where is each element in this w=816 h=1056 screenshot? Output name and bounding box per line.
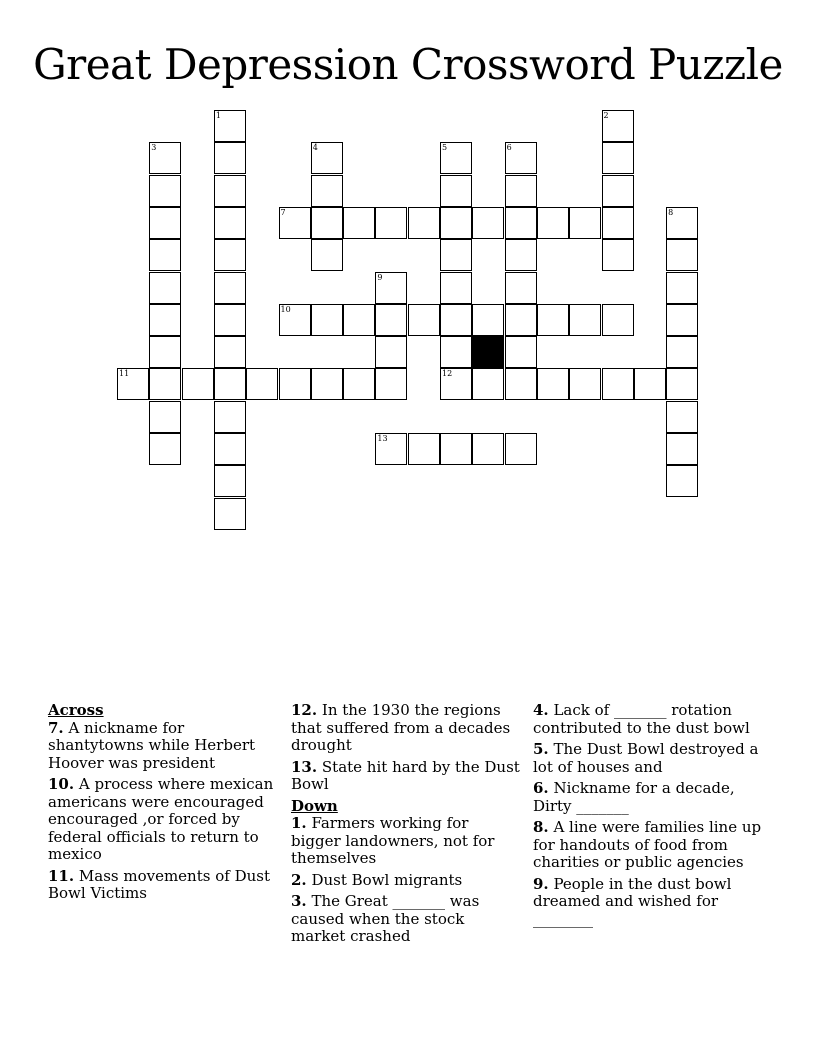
grid-cell[interactable] bbox=[375, 304, 407, 336]
grid-cell[interactable] bbox=[214, 142, 246, 174]
grid-cell[interactable] bbox=[569, 207, 601, 239]
grid-cell[interactable] bbox=[311, 368, 343, 400]
grid-cell[interactable] bbox=[117, 368, 149, 400]
grid-cell[interactable] bbox=[375, 433, 407, 465]
clue-number: 12 bbox=[442, 369, 453, 379]
grid-cell[interactable] bbox=[214, 239, 246, 271]
grid-cell[interactable] bbox=[375, 272, 407, 304]
clue-down-1: 1. Farmers working for bigger landowners, not for themselves bbox=[291, 814, 495, 867]
grid-cell[interactable] bbox=[214, 368, 246, 400]
clue-number: 8 bbox=[668, 207, 674, 217]
grid-cell[interactable] bbox=[279, 304, 311, 336]
clue-number: 10 bbox=[280, 304, 291, 314]
grid-cell[interactable] bbox=[440, 239, 472, 271]
grid-cell[interactable] bbox=[440, 142, 472, 174]
grid-cell[interactable] bbox=[311, 142, 343, 174]
down-heading: Down bbox=[291, 796, 338, 815]
grid-cell[interactable] bbox=[149, 207, 181, 239]
clue-number: 2 bbox=[603, 111, 609, 120]
clue-number: 3 bbox=[151, 143, 157, 153]
clue-number: 13 bbox=[377, 434, 388, 443]
grid-cell[interactable] bbox=[505, 175, 537, 207]
grid-cell[interactable] bbox=[408, 304, 440, 336]
clue-down-2: 2. Dust Bowl migrants bbox=[291, 870, 463, 889]
grid-cell[interactable] bbox=[214, 465, 246, 497]
grid-cell[interactable] bbox=[440, 207, 472, 239]
grid-cell[interactable] bbox=[214, 401, 246, 433]
grid-cell[interactable] bbox=[408, 207, 440, 239]
grid-cell[interactable] bbox=[537, 207, 569, 239]
grid-cell[interactable] bbox=[279, 368, 311, 400]
clue-number: 9 bbox=[377, 272, 383, 282]
grid-cell[interactable] bbox=[440, 368, 472, 400]
grid-cell[interactable] bbox=[505, 336, 537, 368]
grid-cell[interactable] bbox=[440, 433, 472, 465]
grid-cell[interactable] bbox=[666, 368, 698, 400]
across-heading: Across bbox=[48, 701, 104, 719]
grid-cell[interactable] bbox=[149, 272, 181, 304]
clue-down-5: 5. The Dust Bowl destroyed a lot of houses and bbox=[533, 740, 759, 776]
clue-across-10: 10. A process where mexican americans were encouraged encouraged ,or forced by federal officials to return to mexico bbox=[48, 775, 274, 863]
grid-cell[interactable] bbox=[569, 368, 601, 400]
grid-cell[interactable] bbox=[311, 304, 343, 336]
grid-cell[interactable] bbox=[408, 433, 440, 465]
grid-cell[interactable] bbox=[666, 433, 698, 465]
grid-cell[interactable] bbox=[505, 207, 537, 239]
grid-cell[interactable] bbox=[666, 465, 698, 497]
clue-number: 1 bbox=[215, 111, 221, 120]
clue-number: 4 bbox=[312, 143, 318, 153]
grid-cell[interactable] bbox=[343, 368, 375, 400]
grid-cell[interactable] bbox=[666, 304, 698, 336]
grid-cell[interactable] bbox=[311, 239, 343, 271]
grid-cell[interactable] bbox=[149, 239, 181, 271]
grid-cell[interactable] bbox=[149, 336, 181, 368]
clue-across-11: 11. Mass movements of Dust Bowl Victims bbox=[48, 866, 270, 902]
grid-cell[interactable] bbox=[375, 336, 407, 368]
grid-cell[interactable] bbox=[343, 304, 375, 336]
grid-cell[interactable] bbox=[246, 368, 278, 400]
grid-cell[interactable] bbox=[505, 272, 537, 304]
grid-cell[interactable] bbox=[149, 175, 181, 207]
clue-down-3: 3. The Great _______ was caused when the stock market crashed bbox=[291, 892, 480, 945]
grid-cell[interactable] bbox=[279, 207, 311, 239]
grid-cell[interactable] bbox=[602, 142, 634, 174]
grid-cell[interactable] bbox=[214, 336, 246, 368]
grid-cell[interactable] bbox=[440, 336, 472, 368]
grid-cell[interactable] bbox=[602, 110, 634, 142]
grid-cell[interactable] bbox=[440, 304, 472, 336]
grid-cell[interactable] bbox=[440, 175, 472, 207]
grid-cell[interactable] bbox=[311, 175, 343, 207]
clue-across-12: 12. In the 1930 the regions that suffered from a decades drought bbox=[291, 701, 511, 754]
grid-cell[interactable] bbox=[666, 239, 698, 271]
clue-number: 7 bbox=[280, 207, 286, 217]
grid-cell[interactable] bbox=[634, 368, 666, 400]
grid-cell[interactable] bbox=[666, 272, 698, 304]
grid-cell[interactable] bbox=[343, 207, 375, 239]
grid-cell[interactable] bbox=[505, 142, 537, 174]
grid-cell[interactable] bbox=[440, 272, 472, 304]
grid-cell[interactable] bbox=[214, 110, 246, 142]
grid-cell[interactable] bbox=[505, 368, 537, 400]
grid-cell[interactable] bbox=[602, 368, 634, 400]
grid-cell[interactable] bbox=[149, 401, 181, 433]
grid-cell[interactable] bbox=[505, 239, 537, 271]
grid-cell[interactable] bbox=[311, 207, 343, 239]
grid-cell[interactable] bbox=[537, 304, 569, 336]
grid-cell[interactable] bbox=[666, 207, 698, 239]
clues-column-3 bbox=[533, 702, 763, 932]
puzzle-title: Great Depression Crossword Puzzle bbox=[33, 40, 783, 89]
clue-number: 11 bbox=[119, 369, 130, 379]
grid-cell[interactable] bbox=[214, 498, 246, 530]
grid-cell[interactable] bbox=[666, 401, 698, 433]
grid-cell[interactable] bbox=[375, 207, 407, 239]
grid-cell[interactable] bbox=[182, 368, 214, 400]
grid-cell[interactable] bbox=[214, 207, 246, 239]
grid-cell[interactable] bbox=[214, 175, 246, 207]
grid-cell[interactable] bbox=[149, 304, 181, 336]
grid-cell[interactable] bbox=[472, 207, 504, 239]
grid-cell[interactable] bbox=[602, 304, 634, 336]
grid-block-cell bbox=[472, 336, 504, 368]
grid-cell[interactable] bbox=[149, 433, 181, 465]
grid-cell[interactable] bbox=[602, 207, 634, 239]
grid-cell[interactable] bbox=[569, 304, 601, 336]
clue-down-6: 6. Nickname for a decade, Dirty _______ bbox=[533, 779, 735, 815]
grid-cell[interactable] bbox=[472, 304, 504, 336]
clues-column-2 bbox=[291, 702, 521, 950]
grid-cell[interactable] bbox=[375, 368, 407, 400]
grid-cell[interactable] bbox=[505, 433, 537, 465]
grid-cell[interactable] bbox=[214, 433, 246, 465]
grid-cell[interactable] bbox=[505, 304, 537, 336]
clue-down-9: 9. People in the dust bowl dreamed and wished for ________ bbox=[533, 874, 732, 928]
grid-cell[interactable] bbox=[214, 272, 246, 304]
grid-cell[interactable] bbox=[537, 368, 569, 400]
clue-down-8: 8. A line were families line up for handouts of food from charities or public agencies bbox=[533, 818, 762, 871]
grid-cell[interactable] bbox=[472, 368, 504, 400]
clue-across-7: 7. A nickname for shantytowns while Herbert Hoover was president bbox=[48, 718, 256, 772]
grid-cell[interactable] bbox=[149, 142, 181, 174]
clue-down-4: 4. Lack of _______ rotation contributed to the dust bowl bbox=[533, 701, 750, 737]
grid-cell[interactable] bbox=[602, 175, 634, 207]
grid-cell[interactable] bbox=[602, 239, 634, 271]
clue-number: 5 bbox=[442, 143, 448, 153]
clues-column-1 bbox=[48, 702, 278, 907]
grid-cell[interactable] bbox=[149, 368, 181, 400]
grid-cell[interactable] bbox=[214, 304, 246, 336]
clue-number: 6 bbox=[506, 143, 512, 153]
grid-cell[interactable] bbox=[472, 433, 504, 465]
grid-cell[interactable] bbox=[666, 336, 698, 368]
clue-across-13: 13. State hit hard by the Dust Bowl bbox=[291, 757, 520, 793]
